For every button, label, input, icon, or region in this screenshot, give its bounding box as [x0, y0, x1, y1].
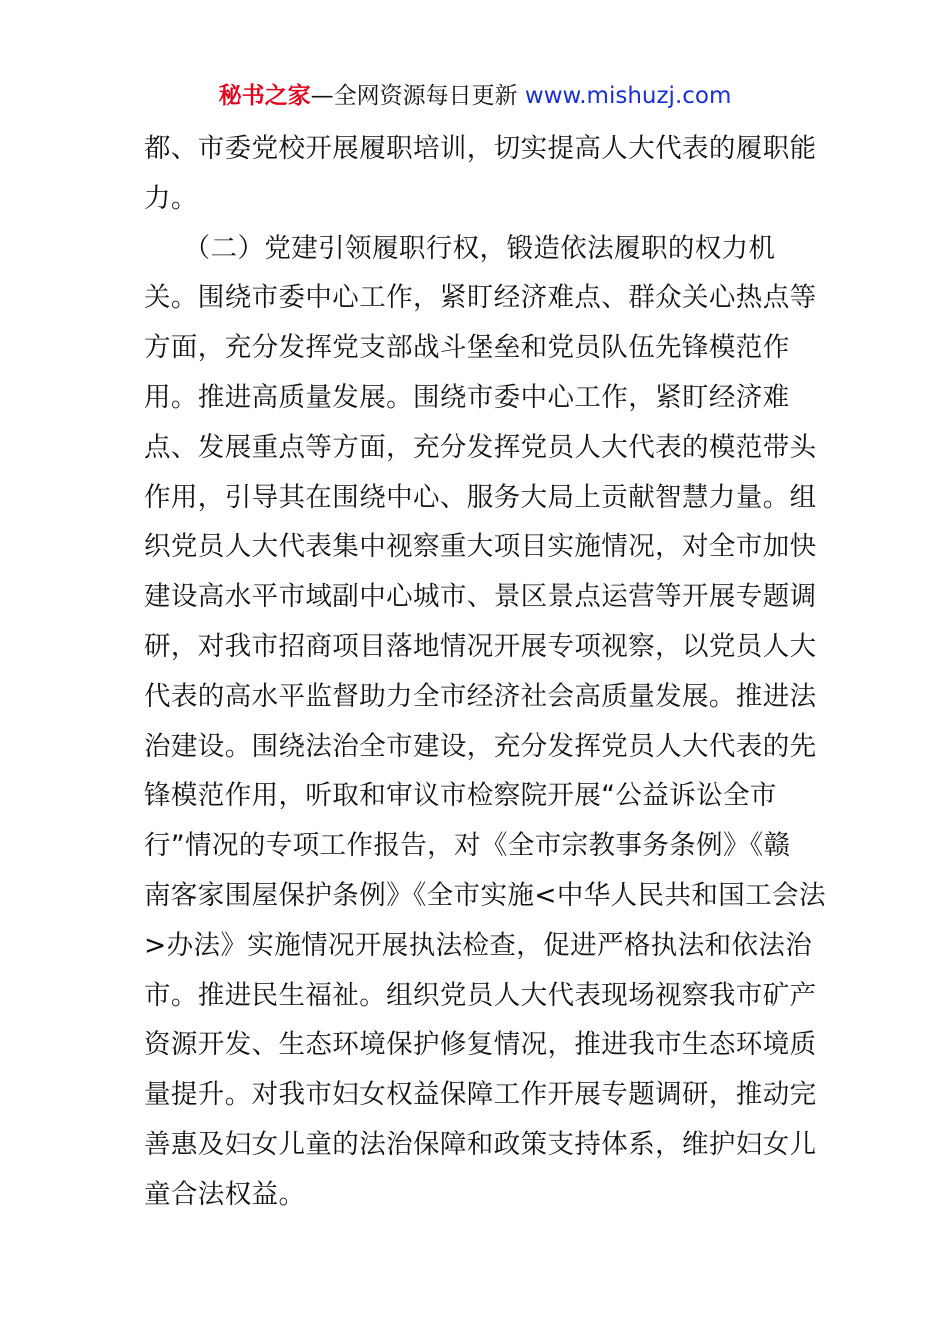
section-heading-line: （二）党建引领履职行权，锻造依法履职的权力机: [170, 232, 776, 264]
text-line: 量提升。对我市妇女权益保障工作开展专题调研，推动完: [144, 1079, 817, 1111]
text-line: 行”情况的专项工作报告，对《全市宗教事务条例》《赣: [144, 830, 791, 862]
text-line: 力。: [144, 182, 198, 214]
text-line: 点、发展重点等方面，充分发挥党员人大代表的模范带头: [144, 431, 817, 463]
site-url-link[interactable]: www.mishuzj.com: [524, 83, 732, 109]
document-body: [144, 124, 826, 1220]
text-line: 方面，充分发挥党支部战斗堡垒和党员队伍先锋模范作: [144, 332, 790, 364]
text-line: 锋模范作用，听取和审议市检察院开展“公益诉讼全市: [144, 780, 777, 812]
text-line: 作用，引导其在围绕中心、服务大局上贡献智慧力量。组: [144, 481, 817, 513]
page-header: [0, 80, 950, 112]
text-line: 都、市委党校开展履职培训，切实提高人大代表的履职能: [144, 133, 817, 164]
text-line: 建设高水平市域副中心城市、景区景点运营等开展专题调: [144, 581, 817, 613]
text-line: >办法》实施情况开展执法检查，促进严格执法和依法治: [144, 929, 813, 961]
text-line: 代表的高水平监督助力全市经济社会高质量发展。推进法: [144, 680, 817, 712]
brand-name: 秘书之家: [218, 83, 311, 109]
header-tagline: —全网资源每日更新: [310, 83, 525, 109]
text-line: 资源开发、生态环境保护修复情况，推进我市生态环境质: [144, 1029, 817, 1061]
text-line: 市。推进民生福祉。组织党员人大代表现场视察我市矿产: [144, 979, 817, 1011]
text-line: 治建设。围绕法治全市建设，充分发挥党员人大代表的先: [144, 730, 817, 762]
text-line: 关。围绕市委中心工作，紧盯经济难点、群众关心热点等: [144, 282, 817, 314]
text-line: 用。推进高质量发展。围绕市委中心工作，紧盯经济难: [144, 381, 790, 413]
text-line: 童合法权益。: [144, 1178, 306, 1210]
text-line: 织党员人大代表集中视察重大项目实施情况，对全市加快: [144, 531, 817, 563]
text-line: 善惠及妇女儿童的法治保障和政策支持体系，维护妇女儿: [144, 1128, 817, 1160]
text-line: 南客家围屋保护条例》《全市实施<中华人民共和国工会法: [144, 879, 826, 911]
text-line: 研，对我市招商项目落地情况开展专项视察，以党员人大: [144, 630, 817, 662]
